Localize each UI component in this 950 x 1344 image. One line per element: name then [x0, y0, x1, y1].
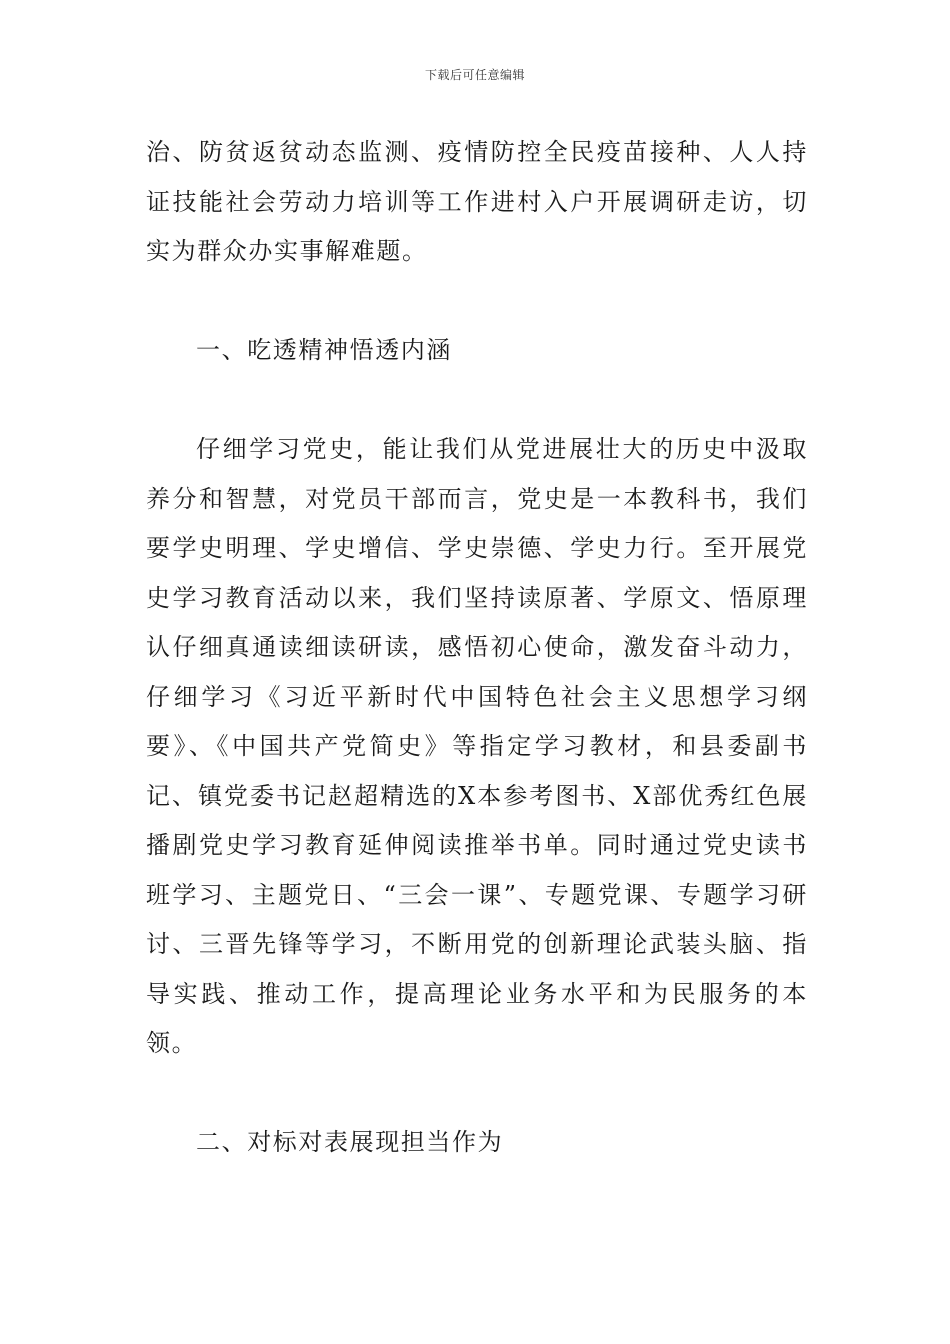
section-two-heading: 二、对标对表展现担当作为: [196, 1128, 504, 1156]
page-header-note: 下载后可任意编辑: [424, 68, 525, 82]
section-one-heading: 一、吃透精神悟透内涵: [196, 336, 452, 364]
continued-paragraph: 治、防贫返贫动态监测、疫情防控全民疫苗接种、人人持证技能社会劳动力培训等工作进村入户开展调研走访，切实为群众办实事解难题。: [146, 138, 808, 265]
document-body: [146, 128, 808, 1217]
section-one-paragraph: 仔细学习党史，能让我们从党进展壮大的历史中汲取养分和智慧，对党员干部而言，党史是一本教科书，我们要学史明理、学史增信、学史崇德、学史力行。至开展党史学习教育活动以来，我们坚持读原著、学原文、悟原理认仔细真通读细读研读，感悟初心使命，激发奋斗动力，仔细学习《习近平新时代中国特色社会主义思想学习纲要》、《中国共产党简史》等指定学习教材，和县委副书记、镇党委书记赵超精选的X本参考图书、X部优秀红色展播剧党史学习教育延伸阅读推举书单。同时通过党史读书班学习、主题党日、“三会一课”、专题党课、专题学习研讨、三晋先锋等学习，不断用党的创新理论武装头脑、指导实践、推动工作，提高理论业务水平和为民服务的本领。: [146, 435, 808, 1057]
